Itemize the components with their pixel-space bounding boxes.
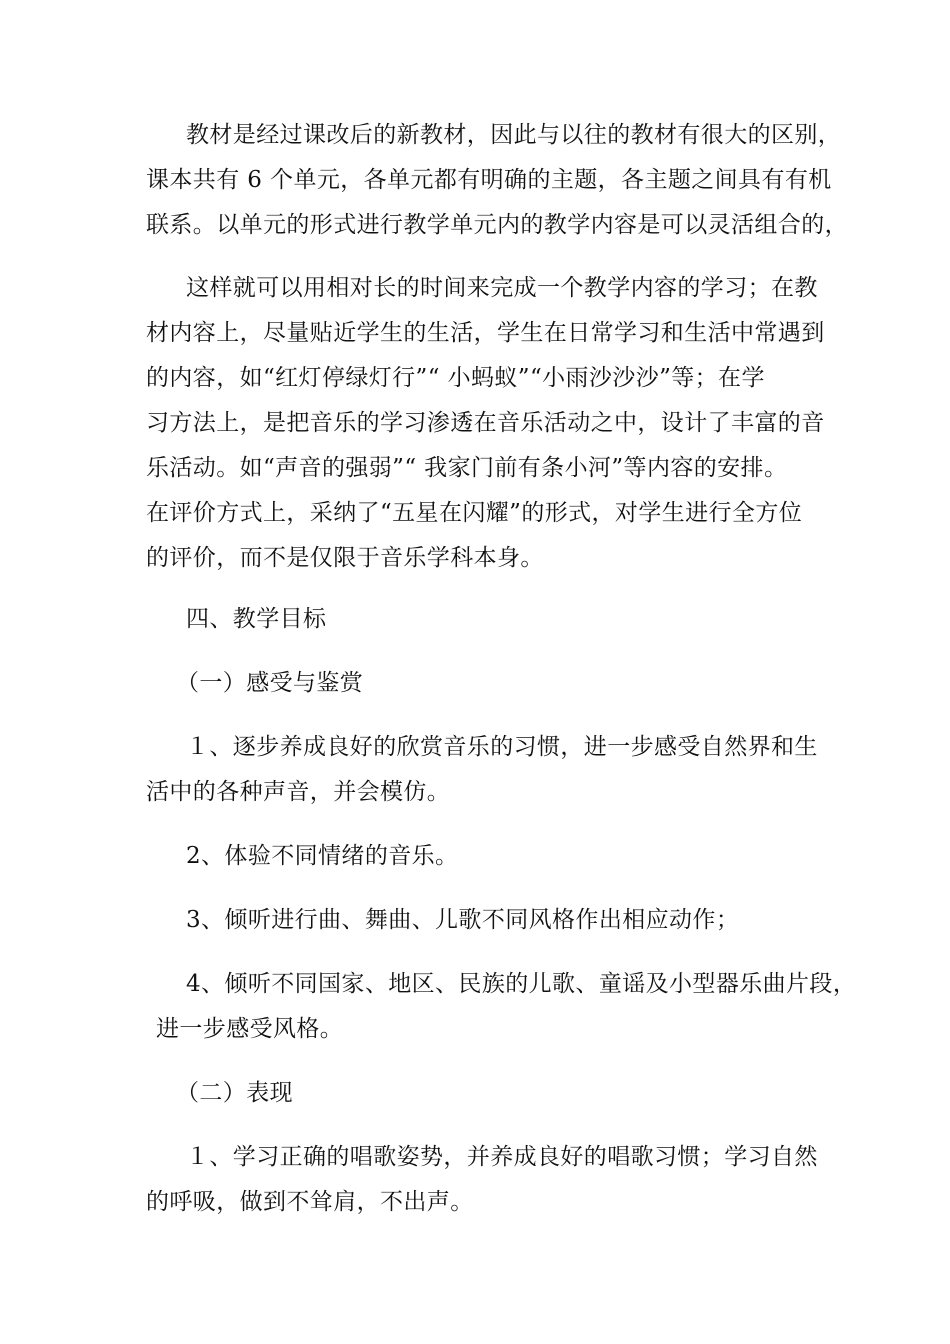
subsection2-heading: （二）表现 — [176, 1080, 293, 1106]
item1-4-line1: 4、倾听不同国家、地区、民族的儿歌、童谣及小型器乐曲片段， — [186, 971, 857, 997]
subsection1-heading: （一）感受与鉴赏 — [176, 670, 364, 696]
paragraph2-line5: 乐活动。如“声音的强弱”“ 我家门前有条小河”等内容的安排。 — [146, 455, 788, 481]
section4-heading: 四、教学目标 — [186, 606, 327, 632]
paragraph2-line6: 在评价方式上，采纳了“五星在闪耀”的形式，对学生进行全方位 — [146, 500, 803, 526]
paragraph1-line2: 课本共有 6 个单元，各单元都有明确的主题，各主题之间具有有机 — [146, 167, 832, 193]
paragraph1-line1: 教材是经过课改后的新教材，因此与以往的教材有很大的区别， — [186, 122, 842, 148]
item2-1-line1: １、学习正确的唱歌姿势，并养成良好的唱歌习惯；学习自然 — [186, 1144, 818, 1170]
paragraph2-line7: 的评价，而不是仅限于音乐学科本身。 — [146, 545, 544, 571]
paragraph2-line2: 材内容上，尽量贴近学生的生活，学生在日常学习和生活中常遇到 — [146, 320, 825, 346]
item1-2: 2、体验不同情绪的音乐。 — [186, 843, 459, 869]
item1-4-line2: 进一步感受风格。 — [156, 1016, 344, 1042]
paragraph1-line3: 联系。以单元的形式进行教学单元内的教学内容是可以灵活组合的， — [146, 212, 848, 238]
item1-1-line1: １、逐步养成良好的欣赏音乐的习惯，进一步感受自然界和生 — [186, 734, 818, 760]
paragraph2-line1: 这样就可以用相对长的时间来完成一个教学内容的学习；在教 — [186, 275, 818, 301]
item1-3: 3、倾听进行曲、舞曲、儿歌不同风格作出相应动作； — [186, 907, 740, 933]
item2-1-line2: 的呼吸，做到不耸肩，不出声。 — [146, 1189, 474, 1215]
paragraph2-line4: 习方法上，是把音乐的学习渗透在音乐活动之中，设计了丰富的音 — [146, 410, 825, 436]
item1-1-line2: 活中的各种声音，并会模仿。 — [146, 779, 451, 805]
paragraph2-line3: 的内容，如“红灯停绿灯行”“ 小蚂蚁”“小雨沙沙沙”等；在学 — [146, 365, 765, 391]
